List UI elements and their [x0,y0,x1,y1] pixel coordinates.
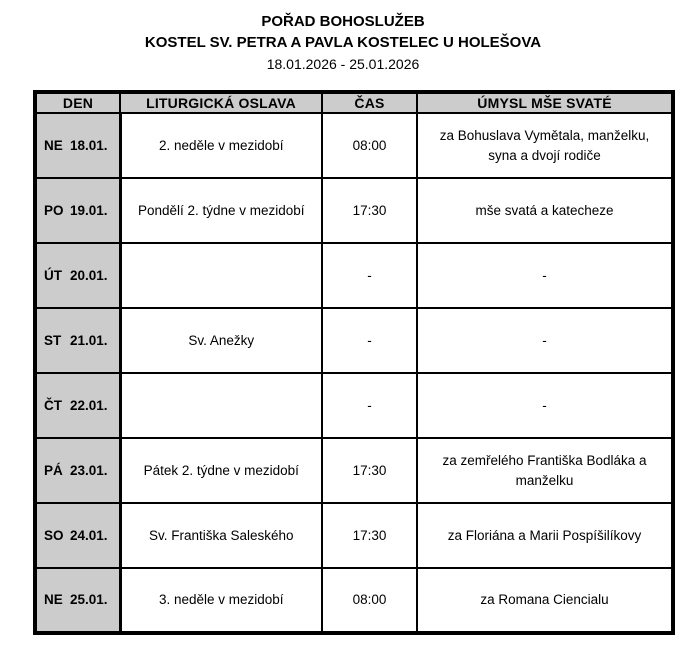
intention-cell: za Bohuslava Vymětala, manželku, syna a dvojí rodiče [417,113,673,178]
day-cell [35,308,120,373]
column-header-day: DEN [35,92,120,113]
day-date: 23.01. [70,462,108,478]
day-abbreviation: ÚT [44,267,62,283]
celebration-cell: 2. neděle v mezidobí [120,113,322,178]
celebration-cell: Sv. Františka Saleského [120,503,322,568]
church-name: KOSTEL SV. PETRA A PAVLA KOSTELEC U HOLEŠOVA [144,33,542,51]
day-date: 19.01. [70,202,108,218]
date-range: 18.01.2026 - 25.01.2026 [266,56,420,73]
day-cell [35,113,120,178]
intention-cell: za Floriána a Marii Pospíšilíkovy [417,503,673,568]
intention-cell: za Romana Ciencialu [417,568,673,633]
table-row [35,308,673,373]
day-date: 22.01. [70,397,108,413]
column-header-celebration: LITURGICKÁ OSLAVA [120,92,322,113]
time-cell: - [322,243,417,308]
day-date: 20.01. [70,267,108,283]
day-abbreviation: SO [44,527,64,543]
day-cell [35,373,120,438]
column-header-time: ČAS [322,92,417,113]
time-cell: 17:30 [322,503,417,568]
intention-cell: - [417,243,673,308]
day-abbreviation: ČT [44,397,62,413]
day-date: 18.01. [70,137,108,153]
time-cell: - [322,308,417,373]
celebration-cell [120,373,322,438]
document-header [0,0,686,75]
time-cell: - [322,373,417,438]
day-abbreviation: PO [44,202,64,218]
time-cell: 08:00 [322,113,417,178]
table-row [35,568,673,633]
schedule-table [33,90,675,635]
day-cell [35,568,120,633]
day-abbreviation: NE [44,592,63,608]
day-cell [35,243,120,308]
celebration-cell [120,243,322,308]
table-row [35,178,673,243]
table-row [35,243,673,308]
day-abbreviation: NE [44,137,63,153]
celebration-cell: Pondělí 2. týdne v mezidobí [120,178,322,243]
celebration-cell: 3. neděle v mezidobí [120,568,322,633]
intention-cell: mše svatá a katecheze [417,178,673,243]
table-row [35,503,673,568]
day-date: 21.01. [70,332,108,348]
celebration-cell: Pátek 2. týdne v mezidobí [120,438,322,503]
table-row [35,373,673,438]
day-cell [35,178,120,243]
time-cell: 08:00 [322,568,417,633]
day-cell [35,438,120,503]
document-title: POŘAD BOHOSLUŽEB [261,13,425,30]
celebration-cell: Sv. Anežky [120,308,322,373]
day-abbreviation: ST [44,332,62,348]
intention-cell: - [417,373,673,438]
table-row [35,438,673,503]
day-date: 24.01. [70,527,108,543]
day-abbreviation: PÁ [44,462,63,478]
day-cell [35,503,120,568]
day-date: 25.01. [70,592,108,608]
table-header-row [35,92,673,113]
intention-cell: - [417,308,673,373]
table-row [35,113,673,178]
column-header-intention: ÚMYSL MŠE SVATÉ [417,92,673,113]
time-cell: 17:30 [322,178,417,243]
intention-cell: za zemřelého Františka Bodláka a manželku [417,438,673,503]
time-cell: 17:30 [322,438,417,503]
